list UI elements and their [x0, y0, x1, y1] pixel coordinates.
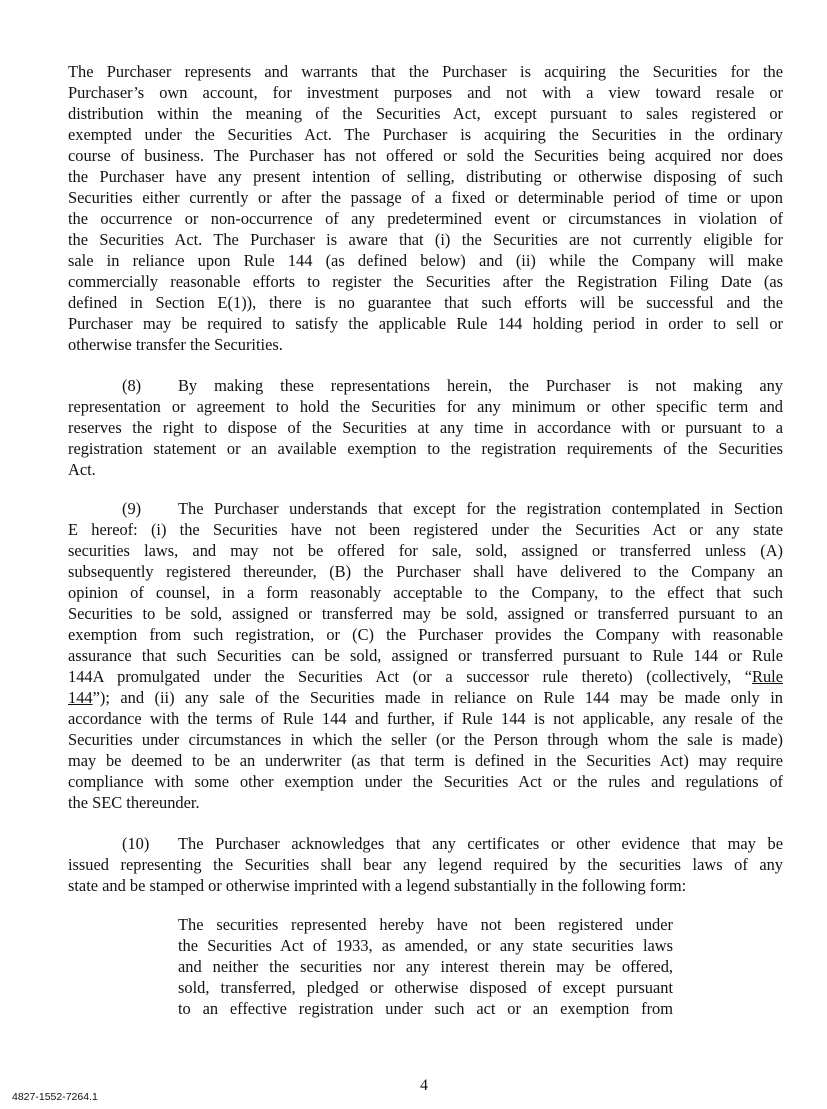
text-line: securities laws, and may not be offered for sale, sold, assigned or transferred unless (A) [68, 541, 783, 560]
text-line: Act. [68, 460, 96, 479]
text-line: accordance with the terms of Rule 144 and further, if Rule 144 is not applicable, any resale of the [68, 709, 783, 728]
text-line: The securities represented hereby have not been registered under [178, 915, 673, 934]
text-line: registration statement or an available exemption to the registration requirements of the Securities [68, 439, 783, 458]
text-span: ”); and (ii) any sale of the Securities made in reliance on Rule 144 may be made only in [92, 688, 783, 707]
text-line: course of business. The Purchaser has not offered or sold the Securities being acquired nor does [68, 146, 783, 165]
text-line: distribution within the meaning of the Securities Act, except pursuant to sales registered or [68, 104, 783, 123]
text-line: Securities either currently or after the passage of a fixed or determinable period of time or upon [68, 188, 783, 207]
text-line: reserves the right to dispose of the Securities at any time in accordance with or pursuant to a [68, 418, 783, 437]
text-line: may be deemed to be an underwriter (as that term is defined in the Securities Act) may require [68, 751, 783, 770]
defined-term-rule-144: 144 [68, 688, 93, 707]
text-line: the Securities Act of 1933, as amended, or any state securities laws [178, 936, 673, 955]
text-line: exemption from such registration, or (C) the Purchaser provides the Company with reasonable [68, 625, 783, 644]
text-line [68, 498, 783, 519]
text-line: state and be stamped or otherwise imprinted with a legend substantially in the following form: [68, 876, 687, 895]
paragraph-number: (8) [122, 376, 142, 395]
paragraph-8 [68, 375, 783, 480]
text-line: and neither the securities nor any interest therein may be offered, [178, 957, 673, 976]
text-line: Purchaser’s own account, for investment purposes and not with a view toward resale or [68, 83, 783, 102]
text-line [68, 687, 783, 708]
text-line: opinion of counsel, in a form reasonably acceptable to the Company, to the effect that such [68, 583, 783, 602]
text-line: defined in Section E(1)), there is no guarantee that such efforts will be successful and the [68, 293, 783, 312]
text-line: the SEC thereunder. [68, 793, 200, 812]
paragraph-number: (10) [122, 834, 150, 853]
text-span: By making these representations herein, the Purchaser is not making any [178, 376, 783, 395]
page-number: 4 [420, 1077, 428, 1094]
text-line: sale in reliance upon Rule 144 (as defined below) and (ii) while the Company will make [68, 251, 783, 270]
text-line: representation or agreement to hold the Securities for any minimum or other specific term and [68, 397, 783, 416]
text-line: commercially reasonable efforts to register the Securities after the Registration Filing Date (as [68, 272, 783, 291]
text-line: Securities under circumstances in which the seller (or the Person through whom the sale is made) [68, 730, 783, 749]
paragraph-9 [68, 498, 783, 813]
text-line: the Securities Act. The Purchaser is aware that (i) the Securities are not currently eligible for [68, 230, 783, 249]
text-line: sold, transferred, pledged or otherwise disposed of except pursuant [178, 978, 673, 997]
text-line: The Purchaser represents and warrants that the Purchaser is acquiring the Securities for the [68, 62, 783, 81]
text-line: assurance that such Securities can be sold, assigned or transferred pursuant to Rule 144 or Rule [68, 646, 783, 665]
defined-term-rule-144: Rule [752, 667, 783, 686]
text-line: issued representing the Securities shall bear any legend required by the securities laws of any [68, 855, 783, 874]
text-line [68, 375, 783, 396]
text-line [68, 833, 783, 854]
text-line: otherwise transfer the Securities. [68, 335, 283, 354]
text-line: exempted under the Securities Act. The Purchaser is acquiring the Securities in the ordinary [68, 125, 783, 144]
text-line: to an effective registration under such act or an exemption from [178, 999, 673, 1018]
paragraph-number: (9) [122, 499, 142, 518]
paragraph-10 [68, 833, 783, 896]
paragraph-purchaser-representations [68, 61, 783, 355]
text-line: Purchaser may be required to satisfy the applicable Rule 144 holding period in order to sell or [68, 314, 783, 333]
text-line: the occurrence or non-occurrence of any predetermined event or circumstances in violation of [68, 209, 783, 228]
text-line: Securities to be sold, assigned or transferred may be sold, assigned or transferred pursuant to an [68, 604, 783, 623]
text-span: The Purchaser understands that except for the registration contemplated in Section [178, 499, 783, 518]
text-line: the Purchaser have any present intention of selling, distributing or otherwise disposing of such [68, 167, 783, 186]
text-line: compliance with some other exemption under the Securities Act or the rules and regulations of [68, 772, 783, 791]
text-line [68, 666, 783, 687]
securities-legend-block [178, 914, 673, 1019]
text-span: The Purchaser acknowledges that any certificates or other evidence that may be [178, 834, 783, 853]
text-line: E hereof: (i) the Securities have not been registered under the Securities Act or any state [68, 520, 783, 539]
text-span: 144A promulgated under the Securities Act (or a successor rule thereto) (collectively, “ [68, 667, 753, 686]
document-id: 4827-1552-7264.1 [12, 1091, 98, 1103]
text-line: subsequently registered thereunder, (B) the Purchaser shall have delivered to the Company an [68, 562, 783, 581]
